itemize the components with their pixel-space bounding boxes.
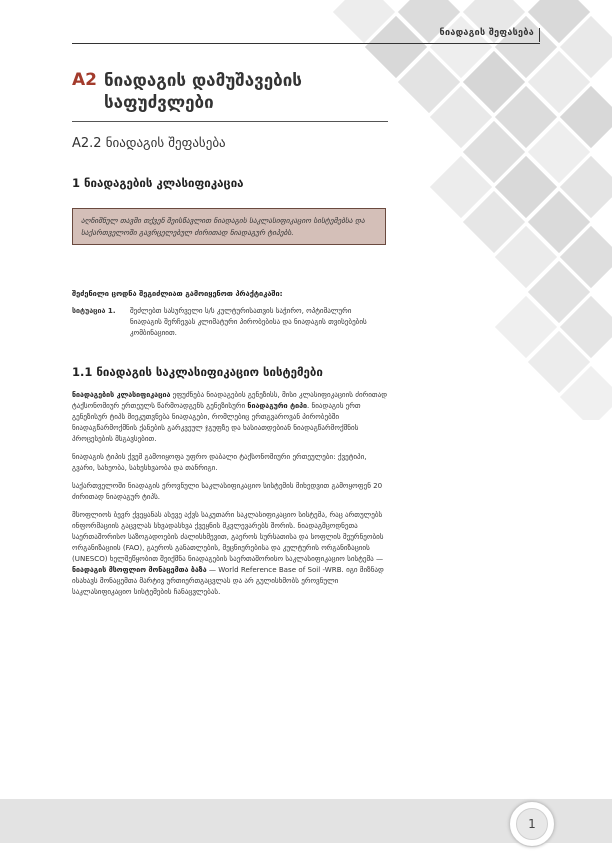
paragraph-4: მსოფლიოს ბევრ ქვეყანას ასევე აქვს საკუთარი საკლასიფიკაციო სისტემა, რაც ართულებს ინფორმაციის გაცვლას სხვადასხვა ქვეყნის მკვლევარებს შორის. ნიადაგმცოდნეთა საერთაშორისო საზოგადოების ძალისხმევით, გაეროს სურსათისა და სოფლის მეურნეობის ორგანიზაციის (FAO), გაეროს განათლების, მეცნიერებისა და კულტურის ორგანიზაციის (UNESCO) ხელშეწყობით შეიქმნა ნიადაგების საერთაშორისო საკლასიფიკაციო სისტემა — ნიადაგის მსოფლიო მონაცემთა ბაზა — World Reference Base of Soil -WRB. იგი მიზნად ისახავს მონაცემთა მარტივ ურთიერთგაცვლას და არ გულისხმობს ეროვნული საკლასიფიკაციო სისტემების ჩანაცვლებას. [72, 510, 384, 596]
practice-heading: შეძენილი ცოდნა შეგიძლიათ გამოიყენოთ პრაქტიკაში: [72, 289, 283, 298]
header-divider-bar [539, 28, 540, 42]
section-title: A2.2 ნიადაგის შეფასება [72, 136, 226, 151]
bold-term: ნიადაგური ტიპი [247, 401, 308, 410]
paragraph-3: საქართველოში ნიადაგის ეროვნული საკლასიფიკაციო სისტემის მიხედვით გამოყოფენ 20 ძირითად ნიადაგურ ტიპს. [72, 481, 383, 501]
body-text [72, 389, 390, 604]
learning-objective-box: აღნიშნულ თავში თქვენ შეისწავლით ნიადაგის საკლასიფიკაციო სისტემებსა და საქართველოში გავრცელებულ ძირითად ნიადაგურ ტიპებს. [72, 208, 386, 245]
bold-term: ნიადაგების კლასიფიკაცია [72, 390, 171, 399]
bold-term: ნიადაგის მსოფლიო მონაცემთა ბაზა [72, 565, 207, 574]
subsection-title-systems: 1.1 ნიადაგის საკლასიფიკაციო სისტემები [72, 365, 323, 379]
chapter-title: ნიადაგის დამუშავების საფუძვლები [104, 71, 302, 113]
chapter-rule [72, 121, 388, 122]
paragraph-2: ნიადაგის ტიპის ქვემ გამოიყოფა უფრო დაბალი ტაქსონომიური ერთეულები: ქვეტიპი, გვარი, სახეობა, სახესხვაობა და თანრიგი. [72, 452, 367, 472]
situation-text: შეძლებთ სასურველი ს/ს კულტურისათვის საჭირო, ოპტიმალური ნიადაგის შერჩევას კლიმატური პირობებისა და ნიადაგის თვისებების კომბინაციით. [130, 306, 367, 337]
chapter-number: A2 [72, 70, 97, 90]
header-rule [72, 43, 540, 44]
page-number: 1 [516, 808, 548, 840]
subsection-title-classification: 1 ნიადაგების კლასიფიკაცია [72, 176, 244, 190]
paragraph-1: ნიადაგების კლასიფიკაცია ეფუძნება ნიადაგების გენეზისს, მისი კლასიფიკაციის ძირითად ტაქსონომიურ ერთეულს წარმოადგენს გენეზისური ნიადაგური ტიპი. ნიადაგის ერთ გენეზისურ ტიპს მიეკუთვნება ნიადაგები, რომლებიც ერთგვაროვან პირობებში ნიადაგწარმოქმნის ქანების გარკვეულ ჯგუფზე და ხასიათდებიან ნიადაგწარმოქმნის პროცესების მსგავსებით. [72, 390, 388, 443]
running-header: ნიადაგის შეფასება [439, 28, 534, 38]
situation-label: სიტუაცია 1. [72, 306, 116, 315]
